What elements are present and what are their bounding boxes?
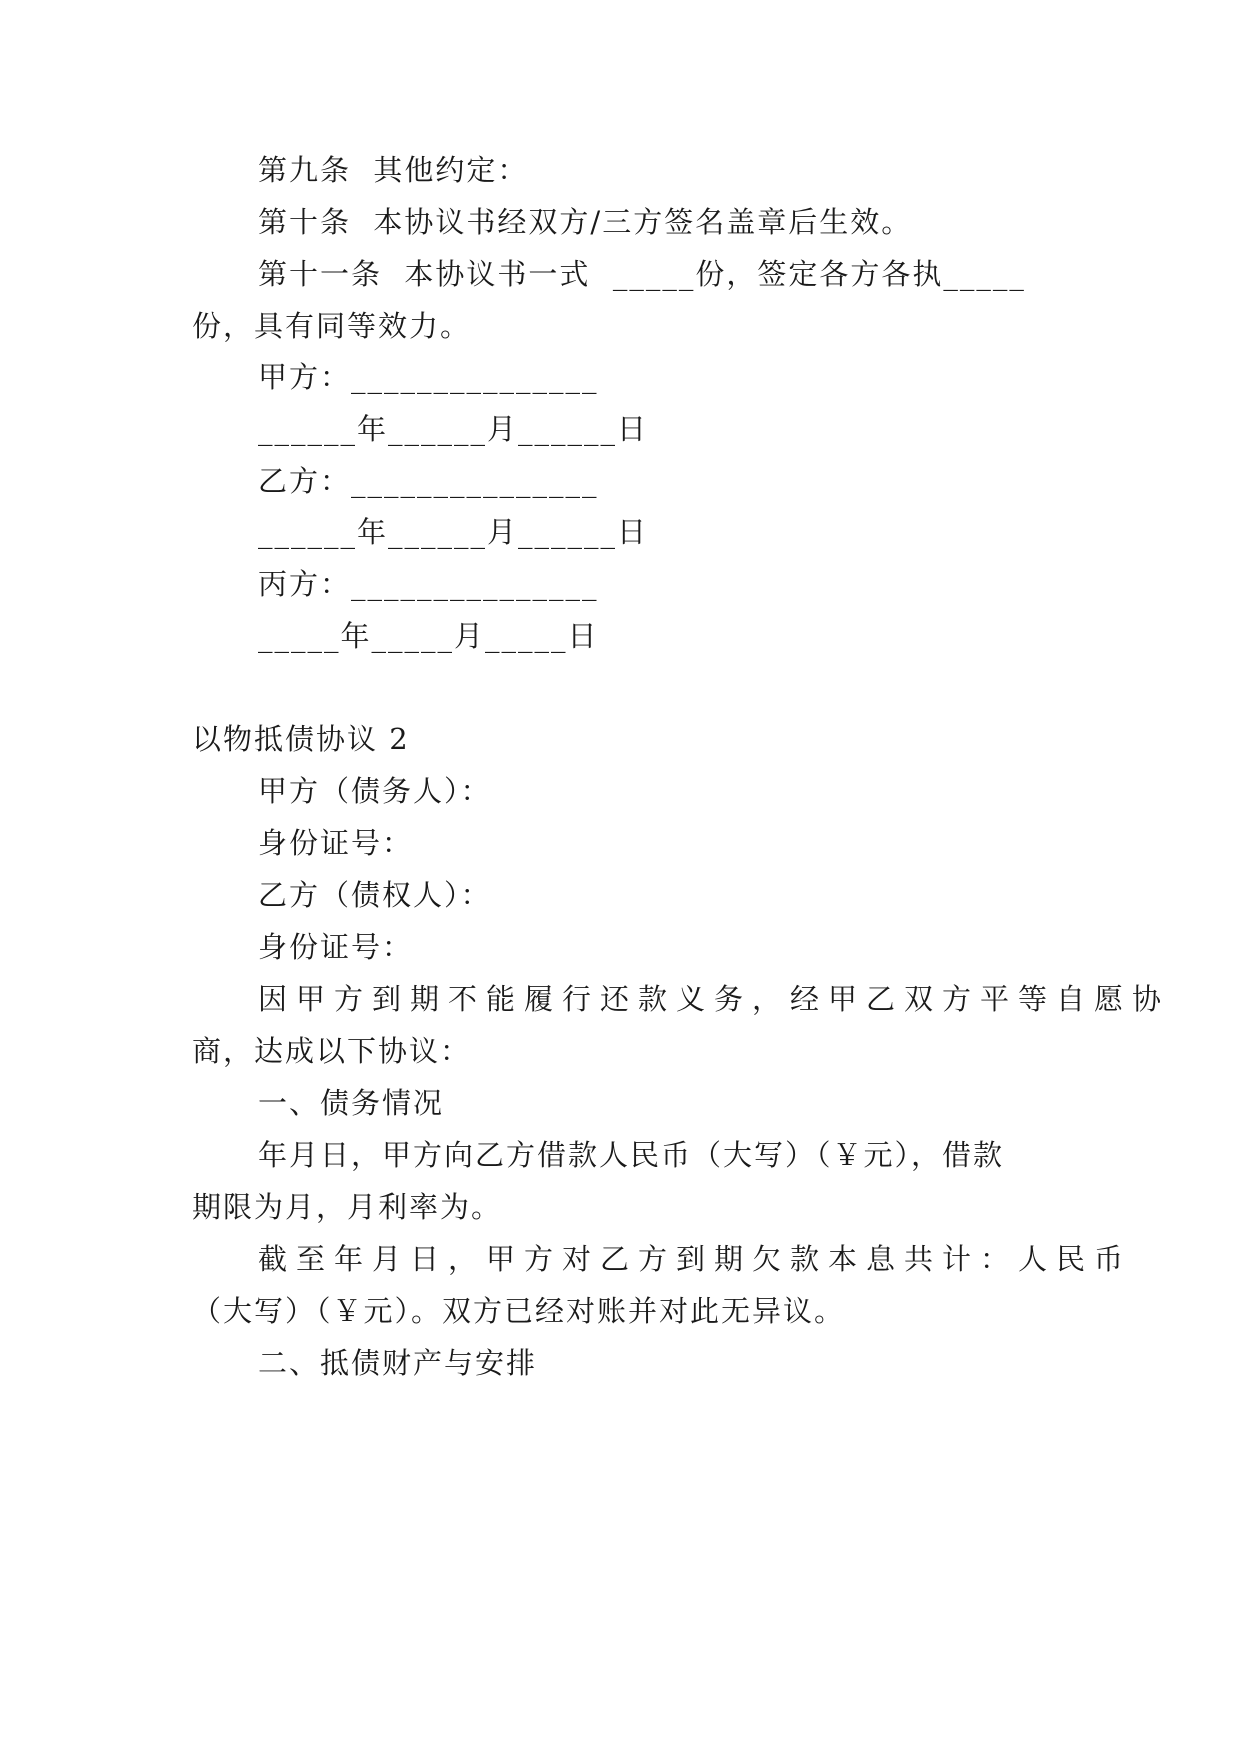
debt-paragraph-2-line-2: （大写）（￥元）。双方已经对账并对此无异议。 (192, 1294, 846, 1328)
article-10: 第十条 本协议书经双方/三方签名盖章后生效。 (258, 205, 913, 239)
article-11-line-2: 份，具有同等效力。 (192, 309, 472, 343)
party-b-creditor: 乙方（债权人）： (258, 878, 492, 912)
debt-paragraph-1-line-1: 年月日，甲方向乙方借款人民币（大写）（￥元），借款 (258, 1138, 1005, 1172)
debt-paragraph-2-line-1: 截至年月日，甲方对乙方到期欠款本息共计：人民币 (258, 1242, 1133, 1276)
section-1-heading: 一、债务情况 (258, 1086, 445, 1120)
party-a-signature: 甲方：_______________ (258, 360, 599, 394)
party-b-signature: 乙方：_______________ (258, 464, 599, 498)
agreement-2-title: 以物抵债协议 2 (192, 722, 410, 756)
party-a-date: ______年______月______日 (258, 412, 649, 446)
party-b-date: ______年______月______日 (258, 515, 649, 549)
debt-paragraph-1-line-2: 期限为月，月利率为。 (192, 1190, 503, 1224)
section-2-heading: 二、抵债财产与安排 (258, 1346, 538, 1380)
party-a-id-number: 身份证号： (258, 826, 414, 860)
article-9: 第九条 其他约定： (258, 153, 529, 187)
party-c-date: _____年_____月_____日 (258, 619, 599, 653)
article-11-line-1: 第十一条 本协议书一式 _____份，签定各方各执_____ (258, 257, 1026, 291)
party-a-debtor: 甲方（债务人）： (258, 774, 492, 808)
party-c-signature: 丙方：_______________ (258, 567, 599, 601)
party-b-id-number: 身份证号： (258, 930, 414, 964)
preamble-line-1: 因甲方到期不能履行还款义务，经甲乙双方平等自愿协 (258, 982, 1171, 1016)
preamble-line-2: 商，达成以下协议： (192, 1034, 472, 1068)
